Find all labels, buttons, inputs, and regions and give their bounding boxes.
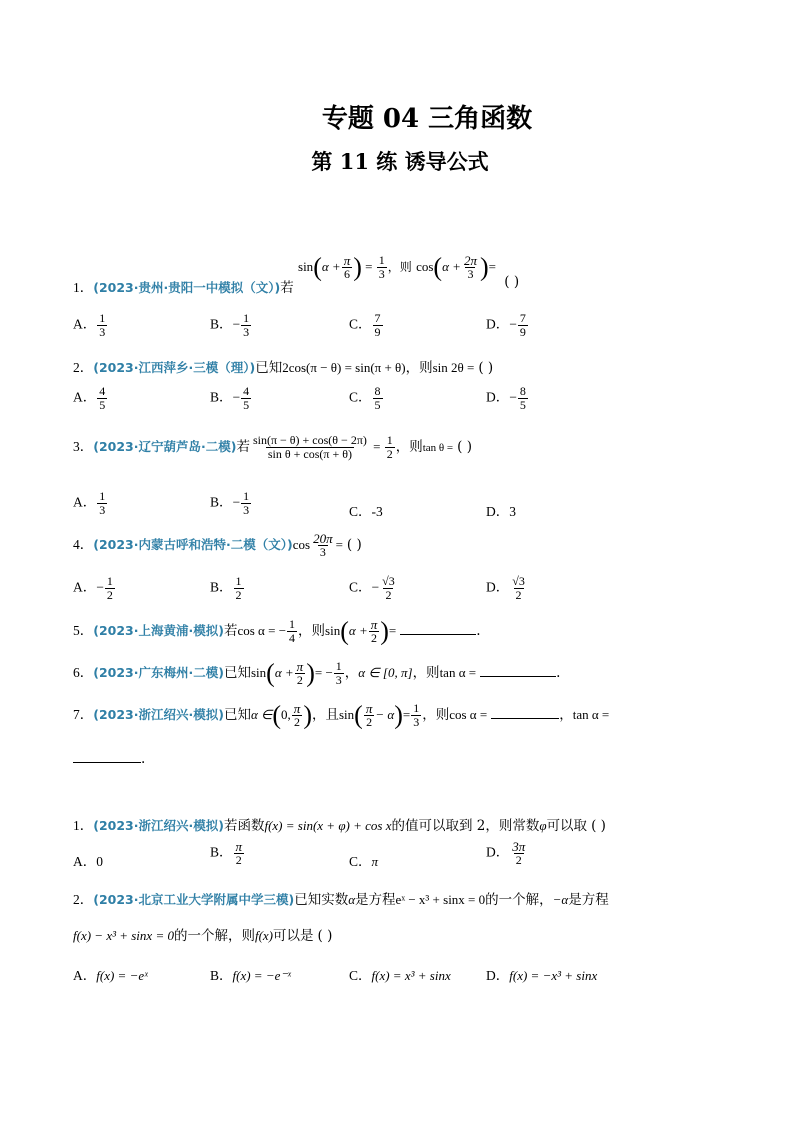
stem-text: 已知 [223, 665, 251, 681]
equals-sign: = [335, 537, 343, 552]
cos-func: cos [416, 259, 434, 274]
question-3: 3．(2023·辽宁葫芦岛·二模)若 $\frac{\sin(\pi - \theta) + \cos(\theta - 2\pi)}{\text{sin θ + cos(π + θ)}}$ = $\frac{1}{2}$ ，则tan θ = ( ) [73, 433, 472, 461]
question-source: (2023·上海黄浦·模拟) [93, 623, 224, 638]
page-subtitle: 第 11 练 诱导公式 [311, 149, 489, 174]
neg-alpha-symbol: −α [552, 892, 569, 907]
fraction: $\frac{\pi}{6}$ [343, 253, 351, 281]
answer-paren: ( ) [457, 439, 472, 455]
option-c[interactable]: C．f(x) = x³ + sinx [349, 968, 451, 983]
answer-blank[interactable] [73, 750, 141, 763]
option-b[interactable]: B． $\frac{\pi}{2}$ [210, 839, 243, 867]
equals-sign: = [488, 259, 496, 274]
answer-paren: ( ) [346, 537, 362, 553]
option-c[interactable]: C．− $\frac{√3}{2}$ [349, 574, 395, 602]
option-d[interactable]: D．f(x) = −x³ + sinx [486, 968, 598, 983]
question-source: (2023·浙江绍兴·模拟) [93, 707, 224, 722]
stem-text: 是方程 [568, 892, 609, 908]
condition-expression: cos α = − [237, 623, 287, 638]
question-number: 3． [73, 439, 94, 454]
question-source: (2023·浙江绍兴·模拟) [93, 818, 224, 833]
equation-expression: eˣ − x³ + sinx = 0 [395, 892, 486, 907]
question-source: (2023·北京工业大学附属中学三模) [93, 892, 295, 907]
stem-text: ，则 [412, 665, 440, 681]
question-source: (2023·内蒙古呼和浩特·二模（文）) [93, 537, 293, 552]
comma: ， [344, 665, 359, 681]
function-expression: f(x) = sin(x + φ) + cos x [264, 818, 392, 833]
part2-question-1 [73, 814, 606, 834]
expr-text: − α [375, 707, 395, 722]
stem-text: 若 [223, 623, 238, 639]
question-2 [73, 356, 493, 376]
stem-text: 的一个解，则 [173, 928, 255, 944]
option-a[interactable]: A． $\frac{4}{5}$ [73, 384, 106, 412]
stem-text: ，则 [395, 439, 423, 455]
question-7-line-2 [73, 750, 145, 767]
fraction: $\frac{1}{3}$ [378, 253, 385, 281]
page-title: 专题 04 三角函数 [321, 104, 533, 134]
expr-text: α + [274, 665, 294, 680]
answer-paren: ( ) [478, 360, 494, 376]
question-number: 2． [73, 360, 94, 375]
stem-text: ，则 [422, 707, 450, 723]
part2-question-2-line-2 [73, 924, 332, 944]
comma: ， [559, 707, 573, 723]
option-a[interactable]: A． $\frac{1}{3}$ [73, 311, 106, 339]
question-5: 5．(2023·上海黄浦·模拟)若cos α = − $\frac{1}{4}$ ，则sin(α + $\frac{\pi}{2}$ )= . [73, 616, 481, 646]
answer-blank[interactable] [480, 664, 556, 677]
equals-sign: = [388, 623, 397, 638]
period: . [556, 665, 561, 681]
question-source: (2023·广东梅州·二模) [93, 665, 224, 680]
stem-text: ，则 [387, 260, 412, 274]
domain-expression: α ∈ [0, π] [358, 665, 413, 680]
stem-text: 的一个解， [485, 892, 553, 908]
question-source: (2023·江西萍乡·三模（理）) [93, 360, 256, 375]
condition-expression: 2cos(π − θ) = sin(π + θ) [282, 360, 406, 375]
stem-text: 若函数 [223, 818, 265, 834]
fraction: $\frac{1}{4}$ [289, 617, 296, 645]
ask-expression: tan θ = [422, 442, 454, 454]
expr-text: α + [348, 623, 368, 638]
ask-expression: sin 2θ = [432, 360, 475, 375]
part2-question-2 [73, 888, 609, 908]
stem-text: 是方程 [355, 892, 396, 908]
condition-fraction: $\frac{\sin(\pi - \theta) + \cos(\theta - 2\pi)}{\text{sin θ + cos(π + θ)}}$ [252, 433, 367, 461]
period: . [141, 751, 146, 767]
option-c[interactable]: C．-3 [349, 504, 383, 519]
answer-paren: ( ) [317, 928, 333, 944]
cos-func: cos [292, 537, 311, 552]
question-source: (2023·辽宁葫芦岛·二模) [93, 439, 237, 454]
period: . [476, 623, 481, 639]
question-6: 6．(2023·广东梅州·二模)已知sin(α + $\frac{\pi}{2}$ )= − $\frac{1}{3}$ ，α ∈ [0, π]，则tan α = . [73, 658, 561, 688]
question-number: 6． [73, 665, 94, 680]
stem-text: ，则 [405, 360, 433, 376]
fraction: $\frac{\pi}{2}$ [296, 659, 304, 687]
option-d[interactable]: D．3 [486, 504, 516, 519]
option-b[interactable]: B．− $\frac{4}{5}$ [210, 384, 250, 412]
question-source: (2023·贵州·贵阳一中模拟（文）) [93, 280, 281, 295]
answer-blank[interactable] [491, 706, 559, 719]
question-number: 1． [73, 280, 94, 295]
option-c[interactable]: C． $\frac{7}{9}$ [349, 311, 381, 339]
fraction: $\frac{1}{3}$ [413, 701, 420, 729]
function-symbol: f(x) [254, 928, 274, 943]
option-d[interactable]: D．− $\frac{8}{5}$ [486, 384, 526, 412]
alpha-symbol: α [348, 892, 356, 907]
fraction: $\frac{\pi}{2}$ [293, 701, 301, 729]
stem-text: 若 [236, 439, 250, 455]
option-d[interactable]: D． $\frac{√3}{2}$ [486, 574, 525, 602]
equation-expression: f(x) − x³ + sinx = 0 [73, 928, 174, 943]
equals-sign: = − [314, 665, 333, 680]
phi-symbol: φ [539, 818, 547, 833]
option-d[interactable]: D．− $\frac{7}{9}$ [486, 311, 526, 339]
stem-text: 已知实数 [294, 892, 349, 908]
option-d[interactable]: D． $\frac{3\pi}{2}$ [486, 839, 526, 867]
option-a[interactable]: A． $\frac{1}{3}$ [73, 489, 106, 517]
option-b[interactable]: B． $\frac{1}{2}$ [210, 574, 242, 602]
option-a[interactable]: A．− $\frac{1}{2}$ [73, 574, 113, 602]
question-number: 4． [73, 537, 94, 552]
answer-paren: ( ) [504, 274, 520, 290]
question-number: 5． [73, 623, 94, 638]
stem-text: 可以是 [273, 928, 314, 944]
option-b[interactable]: B．− $\frac{1}{3}$ [210, 489, 250, 517]
stem-text: 的值可以取到 2，则常数 [391, 818, 540, 834]
expr-text: 0, [281, 707, 291, 722]
stem-text: ，且 [311, 707, 339, 723]
answer-blank[interactable] [400, 622, 476, 635]
fraction: $\frac{2\pi}{3}$ [463, 253, 477, 281]
option-b[interactable]: B．− $\frac{1}{3}$ [210, 311, 250, 339]
domain-expression: α ∈ [250, 707, 273, 722]
option-c[interactable]: C．π [349, 854, 379, 869]
equals-sign: = [402, 707, 411, 722]
expr-text: α + [321, 259, 341, 274]
stem-text: 可以取 [546, 818, 588, 834]
option-c[interactable]: C． $\frac{8}{5}$ [349, 384, 381, 412]
sin-func: sin [325, 623, 341, 638]
question-number: 1． [73, 818, 94, 833]
option-a[interactable]: A．0 [73, 854, 103, 869]
sin-func: sin [338, 707, 355, 722]
option-b[interactable]: B．f(x) = −e⁻ˣ [210, 968, 291, 983]
stem-text: 若 [280, 280, 294, 296]
question-number: 2． [73, 892, 94, 907]
fraction: $\frac{20\pi}{3}$ [313, 531, 333, 559]
sin-func: sin [298, 259, 314, 274]
stem-text: ，则 [298, 623, 326, 639]
question-7: 7．(2023·浙江绍兴·模拟)已知α ∈(0, $\frac{\pi}{2}$ )，且sin( $\frac{\pi}{2}$ − α)= $\frac{1}{3}$ ，则cos α = ，tan α = [73, 700, 610, 730]
sin-func: sin [250, 665, 267, 680]
fraction: $\frac{1}{2}$ [386, 433, 393, 461]
option-a[interactable]: A．f(x) = −eˣ [73, 968, 148, 983]
ask-expression: tan α = [439, 665, 477, 680]
fraction: $\frac{1}{3}$ [335, 659, 342, 687]
answer-paren: ( ) [591, 818, 606, 834]
stem-text: 已知 [255, 360, 283, 376]
expr-text: α + [442, 259, 461, 274]
question-number: 7． [73, 707, 94, 722]
question-4 [73, 532, 362, 559]
question-1 [73, 252, 520, 296]
ask-expression: tan α = [572, 707, 610, 722]
condition-expression: sin(α + $\frac{\pi}{6}$ ) = $\frac{1}{3}$ ，则 cos(α + $\frac{2\pi}{3}$ )= [298, 252, 496, 282]
stem-text: 已知 [223, 707, 251, 723]
fraction: $\frac{\pi}{2}$ [365, 701, 373, 729]
fraction: $\frac{\pi}{2}$ [370, 617, 378, 645]
ask-expression: cos α = [449, 707, 488, 722]
